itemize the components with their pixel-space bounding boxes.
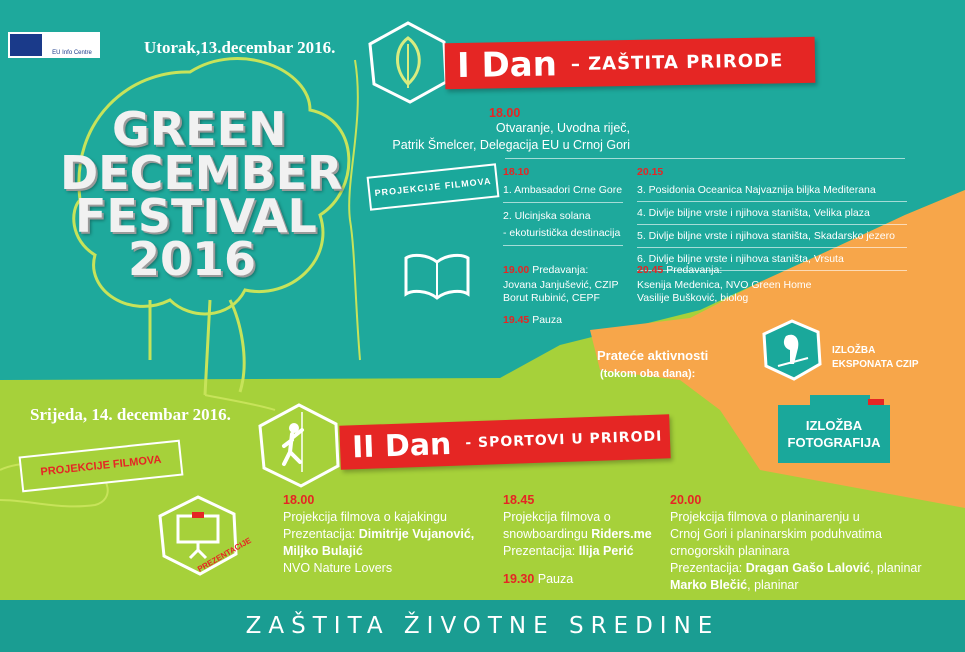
day1-title: I Dan (456, 44, 558, 87)
films-label-day1: PROJEKCIJE FILMOVA (374, 175, 492, 199)
exhibit1 (832, 344, 918, 372)
logo-line-year: 2016 (128, 232, 257, 286)
col2-line2b: Riders.me (591, 527, 652, 541)
pause (503, 312, 562, 329)
exhibit2-line1: IZLOŽBA (805, 418, 863, 433)
side-subtitle: (tokom oba dana): (600, 368, 696, 380)
col2-line1: Projekcija filmova o (503, 510, 611, 524)
lecture-a-time: 19.00 (503, 264, 530, 276)
climber-icon (256, 402, 342, 488)
presentations-label: PREZENTACIJE (196, 535, 253, 574)
logo-line-green: GREEN (112, 102, 287, 156)
film-item: 2. Ulcinjska solana (503, 210, 591, 222)
divider (505, 158, 905, 159)
day2-date: Srijeda, 14. decembar 2016. (30, 405, 231, 424)
col1-speaker1: Dimitrije Vujanović, (358, 527, 475, 541)
films-a-list (503, 182, 623, 246)
col3-time: 20.00 (670, 493, 702, 507)
film-item: 5. Divlje biljne vrste i njihova staništa, Skadarsko jezero (637, 228, 907, 248)
day2-col3 (670, 492, 960, 594)
day1-subtitle: – ZAŠTITA PRIRODE (570, 49, 784, 75)
day1-opening-line1: Otvaranje, Uvodna riječ, (495, 121, 630, 135)
col3-speaker1: Dragan Gašo Lalović (745, 561, 871, 575)
lecture-speaker: Ksenija Medenica, NVO Green Home (637, 279, 812, 291)
exhibit1-line2: EKSPONATA CZIP (832, 359, 919, 370)
film-item: 3. Posidonia Oceanica Najvaznija bilјka Mediterana (637, 182, 907, 202)
lecture-b-time: 20.45 (637, 264, 664, 276)
col1-time: 18.00 (283, 493, 315, 507)
col3-role2: , planinar (747, 578, 799, 592)
pause-label: Pauza (529, 314, 562, 326)
day1-opening-line2: Patrik Šmelcer, Delegacija EU u Crnoj Gori (392, 138, 630, 152)
logo-line-festival: FESTIVAL (75, 189, 317, 243)
day1-opening-time: 18.00 (489, 106, 521, 120)
films-label-day2: PROJEKCIJE FILMOVA (39, 453, 163, 479)
films-b-time: 20.15 (637, 166, 664, 178)
lecture-b (637, 262, 837, 305)
col1-line1: Projekcija filmova o kajakingu (283, 510, 447, 524)
footer-text: ZAŠTITA ŽIVOTNE SREDINE (245, 613, 720, 639)
day2-col1 (283, 492, 493, 577)
exhibit2-line2: FOTOGRAFIJA (787, 435, 881, 450)
col3-line: crnogorskih planinara (670, 544, 790, 558)
col1-pre: Prezentacija: (283, 527, 359, 541)
exhibit1-line1: IZLOŽBA (832, 345, 876, 356)
book-icon (402, 252, 472, 302)
day2-subtitle: - SPORTOVI U PRIRODI (465, 428, 663, 452)
lecture-a (503, 262, 623, 305)
film-item: 6. Divlje biljne vrste i njihova staništa, Vrsuta (637, 251, 907, 271)
col3-role1: , planinar (870, 561, 922, 575)
day1-date: Utorak,13.decembar 2016. (144, 38, 336, 57)
exhibit2-box (778, 405, 890, 463)
footer-banner (0, 600, 965, 652)
film-item: - ekoturistička destinacija (503, 225, 623, 246)
bird-icon (760, 318, 824, 382)
col2-pause-time: 19.30 (503, 572, 535, 586)
lecture-a-label: Predavanja: (529, 264, 589, 276)
logo-line-december: DECEMBER (60, 146, 343, 200)
col3-pre: Prezentacija: (670, 561, 746, 575)
lecture-speaker: Vasilije Bušković, biolog (637, 292, 749, 304)
col2-line2a: snowboardingu (503, 527, 592, 541)
col2-pre: Prezentacija: (503, 544, 579, 558)
col2-speaker: Ilija Perić (578, 544, 634, 558)
col1-speaker2: Miljko Bulajić (283, 544, 363, 558)
film-item: 1. Ambasadori Crne Gore (503, 182, 623, 203)
lecture-speaker: Jovana Janjušević, CZIP (503, 279, 619, 291)
col2-time: 18.45 (503, 493, 535, 507)
col3-line: Projekcija filmova o planinarenju u (670, 510, 860, 524)
day1-opening-text (380, 120, 630, 154)
films-a-time: 18.10 (503, 166, 530, 178)
day2-title: II Dan (351, 426, 452, 465)
films-b-list (637, 182, 907, 271)
day2-pause (503, 571, 573, 588)
col3-speaker2: Marko Blečić (670, 578, 748, 592)
eu-info-label: EU Info Centre (52, 50, 92, 56)
side-title: Prateće aktivnosti (597, 348, 709, 363)
leaf-icon (366, 20, 450, 104)
film-item: 4. Divlje biljne vrste i njihova staništa, Velika plaza (637, 205, 907, 225)
lecture-b-label: Predavanja: (663, 264, 723, 276)
col1-org: NVO Nature Lovers (283, 561, 393, 575)
col3-line: Crnoj Gori i planinarskim poduhvatima (670, 527, 882, 541)
day2-col2 (503, 492, 663, 560)
col2-pause: Pauza (534, 572, 574, 586)
lecture-speaker: Borut Rubinić, CEPF (503, 292, 600, 304)
pause-time: 19.45 (503, 314, 530, 326)
day1-title-banner (445, 37, 816, 89)
